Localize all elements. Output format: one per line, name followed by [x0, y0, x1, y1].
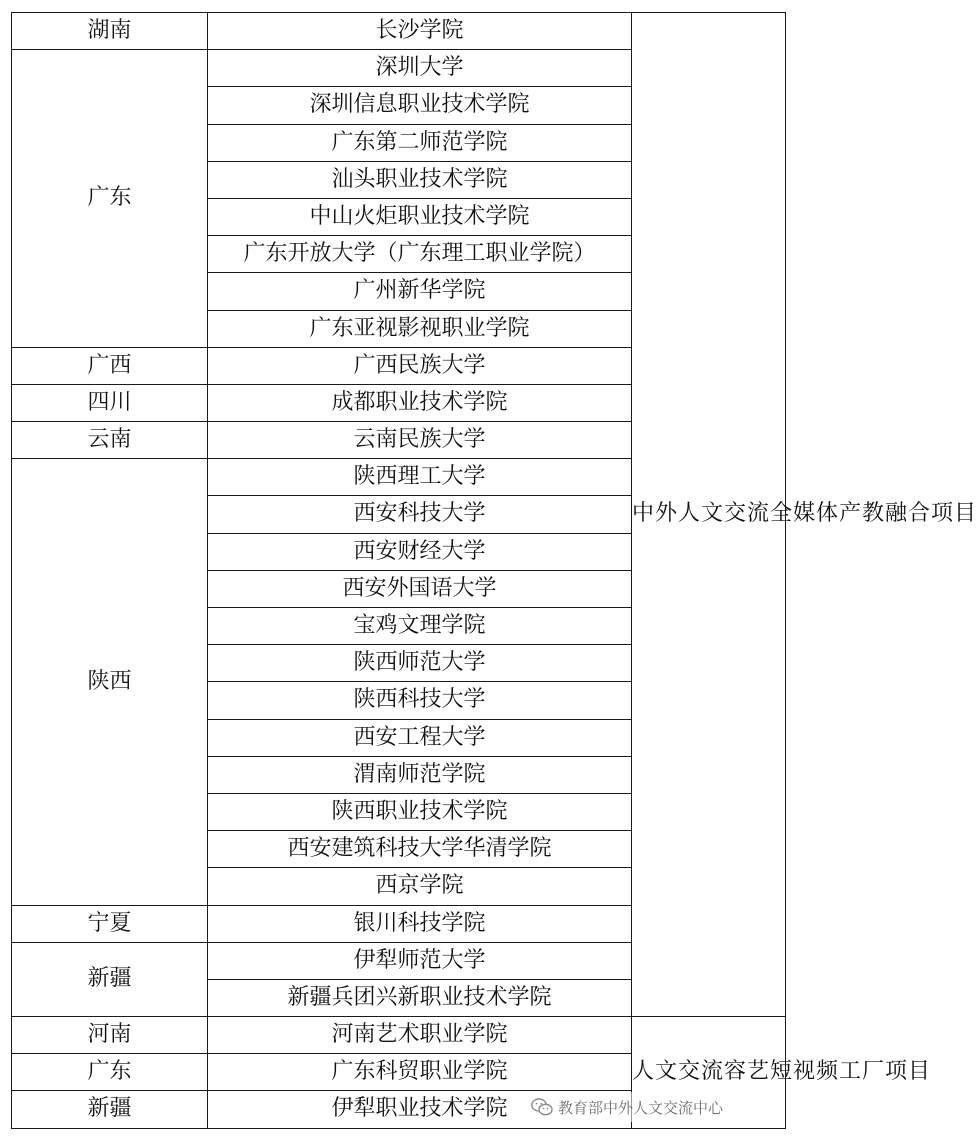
school-cell: 陕西师范大学 [208, 645, 632, 682]
school-cell: 汕头职业技术学院 [208, 161, 632, 198]
school-cell: 银川科技学院 [208, 905, 632, 942]
school-cell: 渭南师范学院 [208, 756, 632, 793]
school-cell: 中山火炬职业技术学院 [208, 198, 632, 235]
school-cell: 伊犁职业技术学院 [208, 1091, 632, 1128]
province-cell: 广东 [12, 1054, 208, 1091]
school-cell: 云南民族大学 [208, 422, 632, 459]
school-cell: 陕西职业技术学院 [208, 793, 632, 830]
province-cell: 云南 [12, 422, 208, 459]
school-cell: 西京学院 [208, 868, 632, 905]
school-cell: 伊犁师范大学 [208, 942, 632, 979]
school-cell: 西安工程大学 [208, 719, 632, 756]
school-cell: 宝鸡文理学院 [208, 608, 632, 645]
school-cell: 深圳信息职业技术学院 [208, 87, 632, 124]
school-cell: 河南艺术职业学院 [208, 1017, 632, 1054]
school-cell: 西安科技大学 [208, 496, 632, 533]
project-cell: 人文交流容艺短视频工厂项目 [632, 1017, 786, 1129]
watermark [528, 1092, 726, 1122]
province-cell: 河南 [12, 1017, 208, 1054]
school-cell: 成都职业技术学院 [208, 384, 632, 421]
school-cell: 西安外国语大学 [208, 570, 632, 607]
school-cell: 广州新华学院 [208, 273, 632, 310]
school-cell: 西安建筑科技大学华清学院 [208, 831, 632, 868]
table-row [12, 13, 786, 50]
school-cell: 广东第二师范学院 [208, 124, 632, 161]
province-cell: 新疆 [12, 1091, 208, 1128]
school-cell: 广西民族大学 [208, 347, 632, 384]
table-row [12, 1017, 786, 1054]
province-cell: 广西 [12, 347, 208, 384]
school-cell: 长沙学院 [208, 13, 632, 50]
school-cell: 广东亚视影视职业学院 [208, 310, 632, 347]
province-cell: 新疆 [12, 942, 208, 1016]
province-cell: 宁夏 [12, 905, 208, 942]
school-project-table [11, 12, 977, 1129]
school-cell: 陕西理工大学 [208, 459, 632, 496]
province-cell: 湖南 [12, 13, 208, 50]
school-cell: 西安财经大学 [208, 533, 632, 570]
school-cell: 广东科贸职业学院 [208, 1054, 632, 1091]
school-cell: 陕西科技大学 [208, 682, 632, 719]
watermark-text: 教育部中外人文交流中心 [558, 1098, 724, 1117]
province-cell: 四川 [12, 384, 208, 421]
school-cell: 深圳大学 [208, 50, 632, 87]
project-cell: 中外人文交流全媒体产教融合项目 [632, 13, 786, 1017]
school-cell: 广东开放大学（广东理工职业学院） [208, 236, 632, 273]
province-cell: 陕西 [12, 459, 208, 905]
school-cell: 新疆兵团兴新职业技术学院 [208, 979, 632, 1016]
wechat-icon [531, 1098, 553, 1116]
province-cell: 广东 [12, 50, 208, 348]
